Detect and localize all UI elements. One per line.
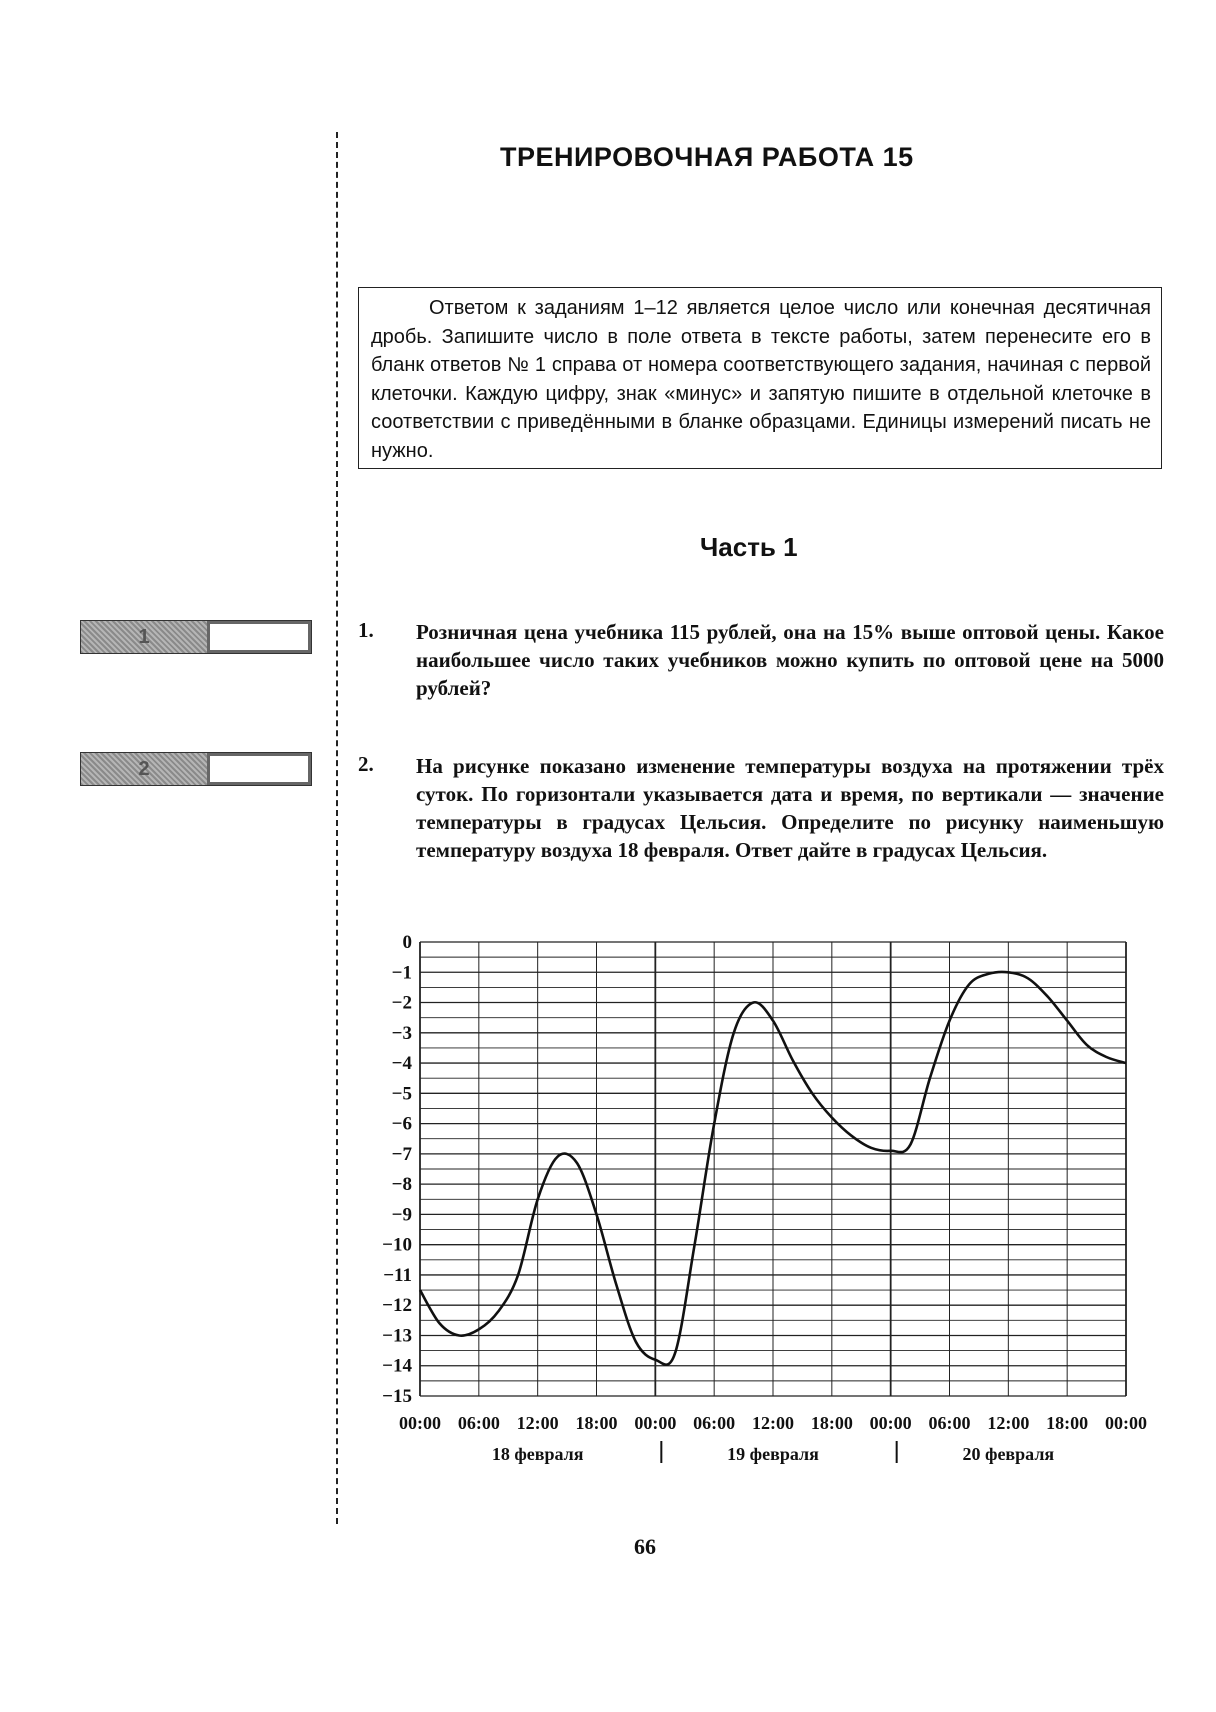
y-tick-label: −6 [391, 1113, 412, 1135]
x-tick-label: 00:00 [1105, 1413, 1147, 1433]
x-tick-label: 12:00 [752, 1413, 794, 1433]
x-tick-label: 18:00 [575, 1413, 618, 1433]
answer-field-1[interactable] [207, 621, 311, 653]
y-tick-label: −8 [391, 1174, 412, 1196]
date-label: 20 февраля [962, 1444, 1055, 1464]
x-tick-label: 06:00 [928, 1413, 971, 1433]
answer-box-1 [80, 620, 312, 654]
x-tick-label: 18:00 [1046, 1413, 1089, 1433]
task-text [416, 618, 1164, 702]
task-text [416, 752, 1164, 864]
x-tick-label: 00:00 [634, 1413, 677, 1433]
y-tick-label: −15 [382, 1386, 412, 1407]
x-tick-label: 00:00 [399, 1413, 441, 1433]
y-tick-label: −10 [382, 1234, 412, 1256]
x-tick-label: 06:00 [693, 1413, 736, 1433]
task-2-text: На рисунке показано изменение температуры воздуха на протяжении трёх суток. По горизонтали указывается дата и время, по вертикали — значение температуры в градусах Цельсия. Определите по рисунку наименьшую температуру воздуха 18 февраля. Ответ дайте в градусах Цельсия. [416, 754, 1164, 862]
answer-box-number: 2 [81, 753, 207, 785]
y-tick-label: −11 [383, 1264, 412, 1286]
y-tick-label: −3 [391, 1022, 412, 1044]
y-tick-label: −4 [391, 1053, 412, 1075]
answer-box-number: 1 [81, 621, 207, 653]
part-title: Часть 1 [700, 532, 798, 562]
x-tick-label: 12:00 [987, 1413, 1030, 1433]
instructions-box [358, 287, 1162, 469]
page-number: 66 [634, 1534, 656, 1559]
x-tick-label: 06:00 [457, 1413, 500, 1433]
task-number: 1. [358, 618, 374, 642]
temperature-chart [360, 930, 1160, 1480]
y-tick-label: −12 [382, 1295, 412, 1317]
y-tick-label: −5 [391, 1083, 412, 1105]
cut-line [336, 132, 338, 1524]
y-tick-label: −7 [391, 1143, 412, 1165]
task-number: 2. [358, 752, 374, 776]
y-tick-label: −9 [391, 1204, 412, 1226]
x-tick-label: 00:00 [869, 1413, 912, 1433]
answer-field-2[interactable] [207, 753, 311, 785]
page-title: ТРЕНИРОВОЧНАЯ РАБОТА 15 [500, 142, 914, 172]
y-tick-label: −2 [391, 992, 412, 1014]
instructions-text: Ответом к заданиям 1–12 является целое число или конечная десятичная дробь. Запишите число в поле ответа в тексте работы, затем перенесите его в бланк ответов № 1 справа от номера соответствующего задания, начиная с первой клеточки. Каждую цифру, знак «минус» и запятую пишите в отдельной клеточке в соответствии с приведёнными в бланке образцами. Единицы измерений писать не нужно. [371, 297, 1151, 462]
y-tick-label: −13 [382, 1325, 412, 1347]
answer-box-2 [80, 752, 312, 786]
date-label: 18 февраля [491, 1444, 584, 1464]
task-1-text: Розничная цена учебника 115 рублей, она на 15% выше оптовой цены. Какое наибольшее число таких учебников можно купить по оптовой цене на 5000 рублей? [416, 620, 1164, 700]
y-tick-label: −14 [382, 1355, 412, 1377]
y-tick-label: 0 [402, 932, 412, 953]
x-tick-label: 12:00 [516, 1413, 559, 1433]
y-tick-label: −1 [391, 962, 412, 984]
x-tick-label: 18:00 [810, 1413, 853, 1433]
date-label: 19 февраля [727, 1444, 819, 1464]
